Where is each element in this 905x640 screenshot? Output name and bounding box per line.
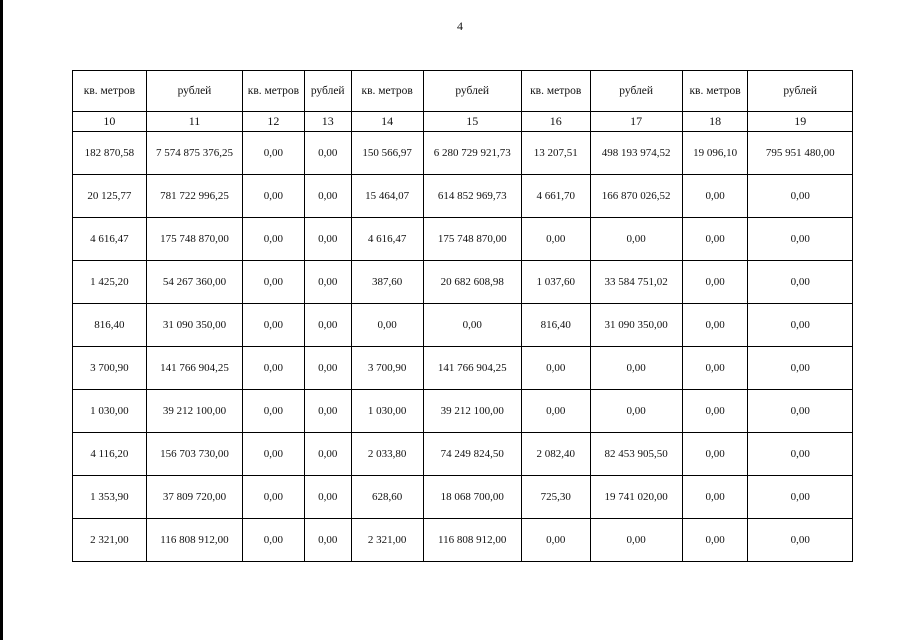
table-cell: 0,00 — [243, 390, 304, 433]
column-number-cell: 14 — [351, 112, 423, 132]
table-row — [73, 433, 853, 476]
table-cell: 2 082,40 — [521, 433, 590, 476]
table-cell: 0,00 — [590, 390, 682, 433]
unit-header-cell: кв. метров — [73, 71, 147, 112]
table-cell: 54 267 360,00 — [146, 261, 242, 304]
table-cell: 0,00 — [304, 261, 351, 304]
table-cell: 0,00 — [682, 390, 748, 433]
table-cell: 19 096,10 — [682, 132, 748, 175]
column-number-cell: 10 — [73, 112, 147, 132]
units-header-row — [73, 71, 853, 112]
table-cell: 0,00 — [304, 218, 351, 261]
table-cell: 0,00 — [748, 433, 853, 476]
table-cell: 33 584 751,02 — [590, 261, 682, 304]
table-cell: 37 809 720,00 — [146, 476, 242, 519]
table-cell: 1 030,00 — [351, 390, 423, 433]
table-cell: 4 661,70 — [521, 175, 590, 218]
table-row — [73, 218, 853, 261]
table-cell: 0,00 — [590, 347, 682, 390]
table-cell: 150 566,97 — [351, 132, 423, 175]
column-number-row — [73, 112, 853, 132]
table-cell: 387,60 — [351, 261, 423, 304]
table-cell: 74 249 824,50 — [423, 433, 521, 476]
table-cell: 781 722 996,25 — [146, 175, 242, 218]
unit-header-cell: рублей — [304, 71, 351, 112]
table-cell: 498 193 974,52 — [590, 132, 682, 175]
table-cell: 3 700,90 — [73, 347, 147, 390]
unit-header-cell: кв. метров — [243, 71, 304, 112]
unit-header-cell: рублей — [423, 71, 521, 112]
table-cell: 0,00 — [243, 519, 304, 562]
table-cell: 0,00 — [521, 218, 590, 261]
table-cell: 0,00 — [682, 347, 748, 390]
table-cell: 0,00 — [243, 175, 304, 218]
column-number-cell: 15 — [423, 112, 521, 132]
table-cell: 0,00 — [682, 476, 748, 519]
column-number-cell: 12 — [243, 112, 304, 132]
table-row — [73, 390, 853, 433]
table-cell: 0,00 — [304, 390, 351, 433]
column-number-cell: 13 — [304, 112, 351, 132]
table-cell: 0,00 — [748, 175, 853, 218]
table-cell: 0,00 — [748, 304, 853, 347]
unit-header-cell: рублей — [146, 71, 242, 112]
table-row — [73, 347, 853, 390]
table-cell: 0,00 — [590, 519, 682, 562]
table-cell: 39 212 100,00 — [146, 390, 242, 433]
table-cell: 175 748 870,00 — [146, 218, 242, 261]
table-cell: 0,00 — [243, 433, 304, 476]
table-cell: 0,00 — [682, 519, 748, 562]
page-left-border — [0, 0, 3, 640]
table-cell: 0,00 — [748, 218, 853, 261]
table-cell: 0,00 — [304, 175, 351, 218]
unit-header-cell: кв. метров — [351, 71, 423, 112]
table-row — [73, 132, 853, 175]
table-cell: 1 353,90 — [73, 476, 147, 519]
table-cell: 4 116,20 — [73, 433, 147, 476]
table-cell: 0,00 — [304, 519, 351, 562]
table-cell: 0,00 — [243, 261, 304, 304]
table-cell: 20 682 608,98 — [423, 261, 521, 304]
column-number-cell: 17 — [590, 112, 682, 132]
table-cell: 628,60 — [351, 476, 423, 519]
unit-header-cell: рублей — [590, 71, 682, 112]
column-number-cell: 19 — [748, 112, 853, 132]
table-cell: 0,00 — [304, 132, 351, 175]
table-cell: 0,00 — [243, 476, 304, 519]
table-cell: 0,00 — [748, 347, 853, 390]
table-cell: 725,30 — [521, 476, 590, 519]
table-cell: 116 808 912,00 — [423, 519, 521, 562]
table-row — [73, 175, 853, 218]
table-cell: 816,40 — [73, 304, 147, 347]
table-cell: 31 090 350,00 — [146, 304, 242, 347]
table-cell: 13 207,51 — [521, 132, 590, 175]
table-cell: 175 748 870,00 — [423, 218, 521, 261]
table-cell: 0,00 — [521, 347, 590, 390]
table-cell: 182 870,58 — [73, 132, 147, 175]
table-cell: 19 741 020,00 — [590, 476, 682, 519]
table-cell: 0,00 — [748, 476, 853, 519]
table-row — [73, 261, 853, 304]
table-cell: 2 033,80 — [351, 433, 423, 476]
table-cell: 166 870 026,52 — [590, 175, 682, 218]
table-cell: 0,00 — [521, 390, 590, 433]
column-number-cell: 16 — [521, 112, 590, 132]
table-cell: 2 321,00 — [73, 519, 147, 562]
table-cell: 0,00 — [682, 304, 748, 347]
table-cell: 156 703 730,00 — [146, 433, 242, 476]
table-cell: 0,00 — [423, 304, 521, 347]
table-cell: 0,00 — [521, 519, 590, 562]
table-cell: 0,00 — [243, 347, 304, 390]
table-cell: 0,00 — [590, 218, 682, 261]
unit-header-cell: рублей — [748, 71, 853, 112]
table-cell: 614 852 969,73 — [423, 175, 521, 218]
table-cell: 141 766 904,25 — [423, 347, 521, 390]
table-cell: 0,00 — [682, 433, 748, 476]
table-cell: 7 574 875 376,25 — [146, 132, 242, 175]
table-cell: 82 453 905,50 — [590, 433, 682, 476]
table-cell: 0,00 — [243, 132, 304, 175]
table-cell: 0,00 — [243, 304, 304, 347]
table-cell: 1 037,60 — [521, 261, 590, 304]
table-cell: 20 125,77 — [73, 175, 147, 218]
table-cell: 1 425,20 — [73, 261, 147, 304]
table-cell: 39 212 100,00 — [423, 390, 521, 433]
table-cell: 0,00 — [682, 261, 748, 304]
table-row — [73, 304, 853, 347]
table-cell: 4 616,47 — [73, 218, 147, 261]
table-cell: 18 068 700,00 — [423, 476, 521, 519]
table-cell: 0,00 — [304, 433, 351, 476]
table-row — [73, 519, 853, 562]
data-table — [72, 70, 853, 562]
table-cell: 0,00 — [748, 390, 853, 433]
table-cell: 2 321,00 — [351, 519, 423, 562]
table-cell: 4 616,47 — [351, 218, 423, 261]
table-cell: 0,00 — [304, 476, 351, 519]
unit-header-cell: кв. метров — [682, 71, 748, 112]
column-number-cell: 11 — [146, 112, 242, 132]
table-cell: 6 280 729 921,73 — [423, 132, 521, 175]
page-number: 4 — [457, 19, 463, 33]
table-cell: 0,00 — [243, 218, 304, 261]
table-cell: 31 090 350,00 — [590, 304, 682, 347]
unit-header-cell: кв. метров — [521, 71, 590, 112]
table-cell: 116 808 912,00 — [146, 519, 242, 562]
table-cell: 795 951 480,00 — [748, 132, 853, 175]
table-cell: 3 700,90 — [351, 347, 423, 390]
table-cell: 141 766 904,25 — [146, 347, 242, 390]
table-row — [73, 476, 853, 519]
table-cell: 816,40 — [521, 304, 590, 347]
table-cell: 0,00 — [748, 519, 853, 562]
table-cell: 0,00 — [351, 304, 423, 347]
table-cell: 0,00 — [682, 175, 748, 218]
table-cell: 1 030,00 — [73, 390, 147, 433]
table-cell: 0,00 — [304, 304, 351, 347]
table-cell: 0,00 — [304, 347, 351, 390]
table-cell: 15 464,07 — [351, 175, 423, 218]
table-cell: 0,00 — [682, 218, 748, 261]
column-number-cell: 18 — [682, 112, 748, 132]
table-cell: 0,00 — [748, 261, 853, 304]
